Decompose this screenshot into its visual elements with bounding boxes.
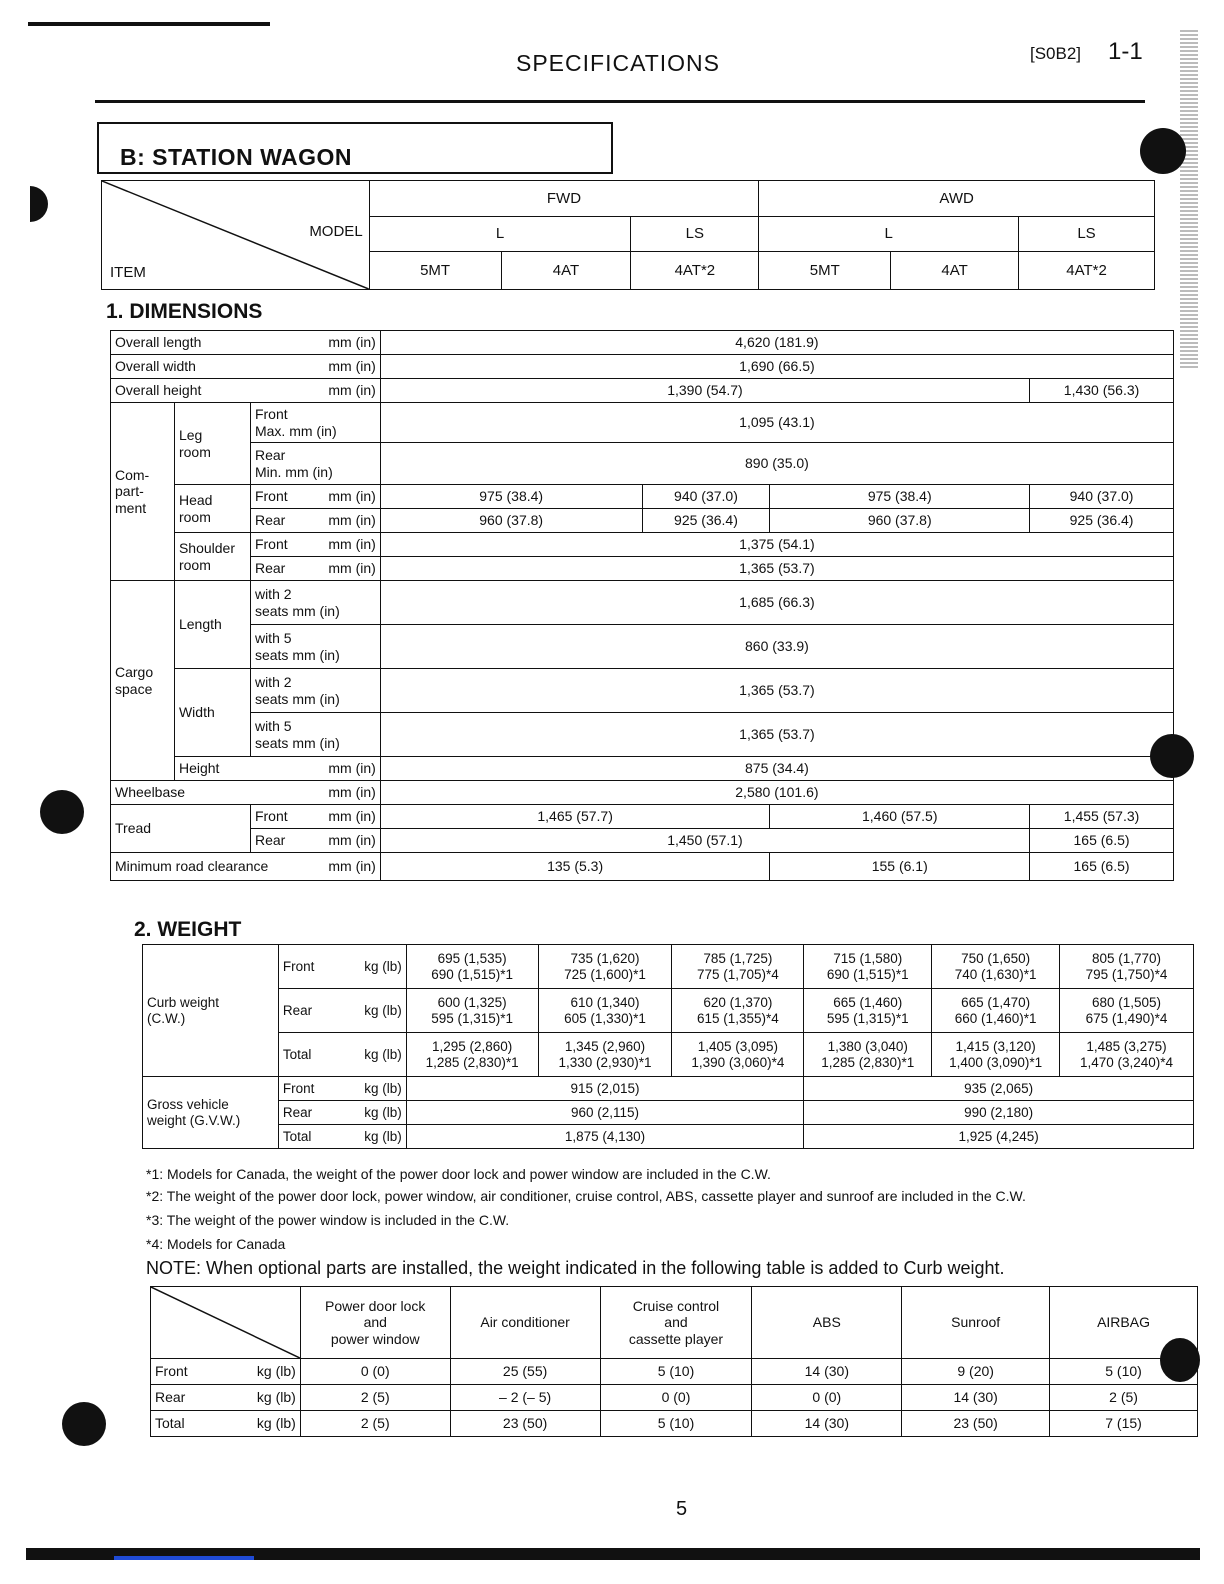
curb-rear-value: 665 (1,470) 660 (1,460)*1 [932, 989, 1060, 1033]
option-value: 9 (20) [902, 1359, 1050, 1385]
head-front-value: 975 (38.4) [770, 485, 1030, 509]
options-corner [151, 1287, 301, 1359]
leg-room-label: Leg room [174, 403, 250, 485]
tread-front-value: 1,465 (57.7) [380, 805, 770, 829]
gvw-rear-value: 990 (2,180) [804, 1101, 1194, 1125]
head-front-label: Front mm (in) [250, 485, 380, 509]
curb-front-value: 750 (1,650) 740 (1,630)*1 [932, 945, 1060, 989]
option-header: AIRBAG [1050, 1287, 1198, 1359]
option-value: 5 (10) [600, 1411, 752, 1437]
footnote-2: *2: The weight of the power door lock, power window, air conditioner, cruise control, ABS, cassette player and sunroof are included in the C.W. [146, 1188, 1026, 1204]
option-value: 14 (30) [752, 1359, 902, 1385]
col-4at: 4AT [501, 251, 631, 289]
cargo-len2-value: 1,685 (66.3) [380, 581, 1173, 625]
option-value: 23 (50) [450, 1411, 600, 1437]
model-item-corner [102, 181, 370, 290]
head-front-value: 940 (37.0) [1030, 485, 1174, 509]
bottom-blue-mark [114, 1556, 254, 1560]
tread-front-value: 1,460 (57.5) [770, 805, 1030, 829]
dimensions-table [110, 330, 1174, 881]
gvw-rear-label: Rear kg (lb) [278, 1101, 406, 1125]
wheelbase-value: 2,580 (101.6) [380, 781, 1173, 805]
head-rear-value: 925 (36.4) [642, 509, 770, 533]
gvw-front-value: 915 (2,015) [406, 1077, 804, 1101]
overall-height-ls-value: 1,430 (56.3) [1030, 379, 1174, 403]
option-value: 0 (0) [600, 1385, 752, 1411]
options-table [150, 1286, 1198, 1437]
curb-front-label: Front kg (lb) [278, 945, 406, 989]
overall-length-label: Overall length mm (in) [111, 331, 381, 355]
curb-weight-label: Curb weight (C.W.) [143, 945, 279, 1077]
cargo-height-value: 875 (34.4) [380, 757, 1173, 781]
option-value: 23 (50) [902, 1411, 1050, 1437]
head-room-label: Head room [174, 485, 250, 533]
col-5mt: 5MT [759, 251, 891, 289]
diagonal-line [151, 1287, 300, 1358]
gvw-label: Gross vehicle weight (G.V.W.) [143, 1077, 279, 1149]
model-label: MODEL [309, 223, 363, 240]
leg-front-value: 1,095 (43.1) [380, 403, 1173, 443]
section-code: [S0B2] [1030, 44, 1082, 63]
leg-rear-value: 890 (35.0) [380, 443, 1173, 485]
weight-table [142, 944, 1194, 1149]
page-title: SPECIFICATIONS [516, 50, 720, 76]
option-value: 5 (10) [1050, 1359, 1198, 1385]
wheelbase-label: Wheelbase mm (in) [111, 781, 381, 805]
punch-hole [62, 1402, 106, 1446]
cargo-height-label: Height mm (in) [174, 757, 380, 781]
section-title: B: STATION WAGON [120, 144, 353, 170]
clearance-label: Minimum road clearance mm (in) [111, 853, 381, 881]
col-4at2: 4AT*2 [631, 251, 759, 289]
header-rule [95, 100, 1145, 103]
compartment-label: Com- part- ment [111, 403, 175, 581]
head-front-value: 940 (37.0) [642, 485, 770, 509]
gvw-front-label: Front kg (lb) [278, 1077, 406, 1101]
head-rear-label: Rear mm (in) [250, 509, 380, 533]
curb-rear-value: 680 (1,505) 675 (1,490)*4 [1060, 989, 1194, 1033]
shoulder-rear-value: 1,365 (53.7) [380, 557, 1173, 581]
option-value: 0 (0) [752, 1385, 902, 1411]
option-header: Air conditioner [450, 1287, 600, 1359]
punch-hole [30, 186, 48, 222]
overall-height-label: Overall height mm (in) [111, 379, 381, 403]
tread-rear-label: Rear mm (in) [250, 829, 380, 853]
cargo-width-label: Width [174, 669, 250, 757]
clearance-value: 155 (6.1) [770, 853, 1030, 881]
curb-rear-value: 600 (1,325) 595 (1,315)*1 [406, 989, 538, 1033]
shoulder-front-label: Front mm (in) [250, 533, 380, 557]
curb-rear-label: Rear kg (lb) [278, 989, 406, 1033]
tread-front-label: Front mm (in) [250, 805, 380, 829]
leg-front-label: Front Max. mm (in) [250, 403, 380, 443]
tread-front-value: 1,455 (57.3) [1030, 805, 1174, 829]
curb-front-value: 695 (1,535) 690 (1,515)*1 [406, 945, 538, 989]
curb-total-value: 1,345 (2,960) 1,330 (2,930)*1 [538, 1033, 672, 1077]
col-4at: 4AT [891, 251, 1019, 289]
weight-heading: 2. WEIGHT [134, 918, 242, 941]
option-header: Sunroof [902, 1287, 1050, 1359]
awd-header: AWD [759, 181, 1155, 217]
footnote-4: *4: Models for Canada [146, 1236, 286, 1252]
cargo-length-label: Length [174, 581, 250, 669]
option-value: 14 (30) [752, 1411, 902, 1437]
shoulder-front-value: 1,375 (54.1) [380, 533, 1173, 557]
option-value: 0 (0) [300, 1359, 450, 1385]
punch-hole [1140, 128, 1186, 174]
option-header: Cruise control and cassette player [600, 1287, 752, 1359]
option-row-label: Total kg (lb) [151, 1411, 301, 1437]
tread-label: Tread [111, 805, 251, 853]
overall-length-value: 4,620 (181.9) [380, 331, 1173, 355]
top-rule [28, 22, 270, 26]
curb-front-value: 735 (1,620) 725 (1,600)*1 [538, 945, 672, 989]
scan-edge-strip [1180, 28, 1198, 368]
cargo-wid2-value: 1,365 (53.7) [380, 669, 1173, 713]
gvw-front-value: 935 (2,065) [804, 1077, 1194, 1101]
option-header: ABS [752, 1287, 902, 1359]
page-ref: 1-1 [1108, 38, 1143, 65]
option-value: 25 (55) [450, 1359, 600, 1385]
gvw-total-label: Total kg (lb) [278, 1125, 406, 1149]
curb-front-value: 715 (1,580) 690 (1,515)*1 [804, 945, 932, 989]
awd-l-header: L [759, 217, 1019, 251]
overall-height-value: 1,390 (54.7) [380, 379, 1029, 403]
head-rear-value: 960 (37.8) [380, 509, 642, 533]
fwd-l-header: L [369, 217, 631, 251]
curb-rear-value: 665 (1,460) 595 (1,315)*1 [804, 989, 932, 1033]
model-header-table [101, 180, 1155, 290]
item-label: ITEM [110, 263, 146, 281]
awd-ls-header: LS [1019, 217, 1155, 251]
option-value: 2 (5) [300, 1385, 450, 1411]
cargo-len2-label: with 2 seats mm (in) [250, 581, 380, 625]
fwd-header: FWD [369, 181, 759, 217]
curb-rear-value: 620 (1,370) 615 (1,355)*4 [672, 989, 804, 1033]
option-row-label: Rear kg (lb) [151, 1385, 301, 1411]
gvw-rear-value: 960 (2,115) [406, 1101, 804, 1125]
curb-total-value: 1,405 (3,095) 1,390 (3,060)*4 [672, 1033, 804, 1077]
curb-total-value: 1,380 (3,040) 1,285 (2,830)*1 [804, 1033, 932, 1077]
curb-total-value: 1,295 (2,860) 1,285 (2,830)*1 [406, 1033, 538, 1077]
clearance-value: 165 (6.5) [1030, 853, 1174, 881]
curb-front-value: 805 (1,770) 795 (1,750)*4 [1060, 945, 1194, 989]
punch-hole [40, 790, 84, 834]
option-value: 7 (15) [1050, 1411, 1198, 1437]
option-value: 2 (5) [300, 1411, 450, 1437]
head-front-value: 975 (38.4) [380, 485, 642, 509]
head-rear-value: 960 (37.8) [770, 509, 1030, 533]
dimensions-heading: 1. DIMENSIONS [106, 300, 263, 323]
overall-width-label: Overall width mm (in) [111, 355, 381, 379]
option-value: 2 (5) [1050, 1385, 1198, 1411]
tread-rear-value: 165 (6.5) [1030, 829, 1174, 853]
shoulder-rear-label: Rear mm (in) [250, 557, 380, 581]
fwd-ls-header: LS [631, 217, 759, 251]
curb-front-value: 785 (1,725) 775 (1,705)*4 [672, 945, 804, 989]
gvw-total-value: 1,875 (4,130) [406, 1125, 804, 1149]
option-value: 14 (30) [902, 1385, 1050, 1411]
curb-total-value: 1,415 (3,120) 1,400 (3,090)*1 [932, 1033, 1060, 1077]
gvw-total-value: 1,925 (4,245) [804, 1125, 1194, 1149]
cargo-wid5-value: 1,365 (53.7) [380, 713, 1173, 757]
clearance-value: 135 (5.3) [380, 853, 770, 881]
page-number: 5 [676, 1498, 688, 1520]
cargo-wid2-label: with 2 seats mm (in) [250, 669, 380, 713]
curb-total-label: Total kg (lb) [278, 1033, 406, 1077]
tread-rear-value: 1,450 (57.1) [380, 829, 1029, 853]
curb-rear-value: 610 (1,340) 605 (1,330)*1 [538, 989, 672, 1033]
leg-rear-label: Rear Min. mm (in) [250, 443, 380, 485]
footnote-3: *3: The weight of the power window is included in the C.W. [146, 1212, 510, 1228]
head-rear-value: 925 (36.4) [1030, 509, 1174, 533]
cargo-wid5-label: with 5 seats mm (in) [250, 713, 380, 757]
overall-width-value: 1,690 (66.5) [380, 355, 1173, 379]
option-row-label: Front kg (lb) [151, 1359, 301, 1385]
col-4at2: 4AT*2 [1019, 251, 1155, 289]
footnote-1: *1: Models for Canada, the weight of the power door lock and power window are included in the C.W. [146, 1166, 771, 1182]
option-header: Power door lock and power window [300, 1287, 450, 1359]
cargo-len5-value: 860 (33.9) [380, 625, 1173, 669]
shoulder-room-label: Shoulder room [174, 533, 250, 581]
option-value: 5 (10) [600, 1359, 752, 1385]
cargo-len5-label: with 5 seats mm (in) [250, 625, 380, 669]
note-text: NOTE: When optional parts are installed, the weight indicated in the following table is added to Curb weight. [146, 1258, 1005, 1278]
curb-total-value: 1,485 (3,275) 1,470 (3,240)*4 [1060, 1033, 1194, 1077]
cargo-space-label: Cargo space [111, 581, 175, 781]
option-value: – 2 (– 5) [450, 1385, 600, 1411]
col-5mt: 5MT [369, 251, 501, 289]
